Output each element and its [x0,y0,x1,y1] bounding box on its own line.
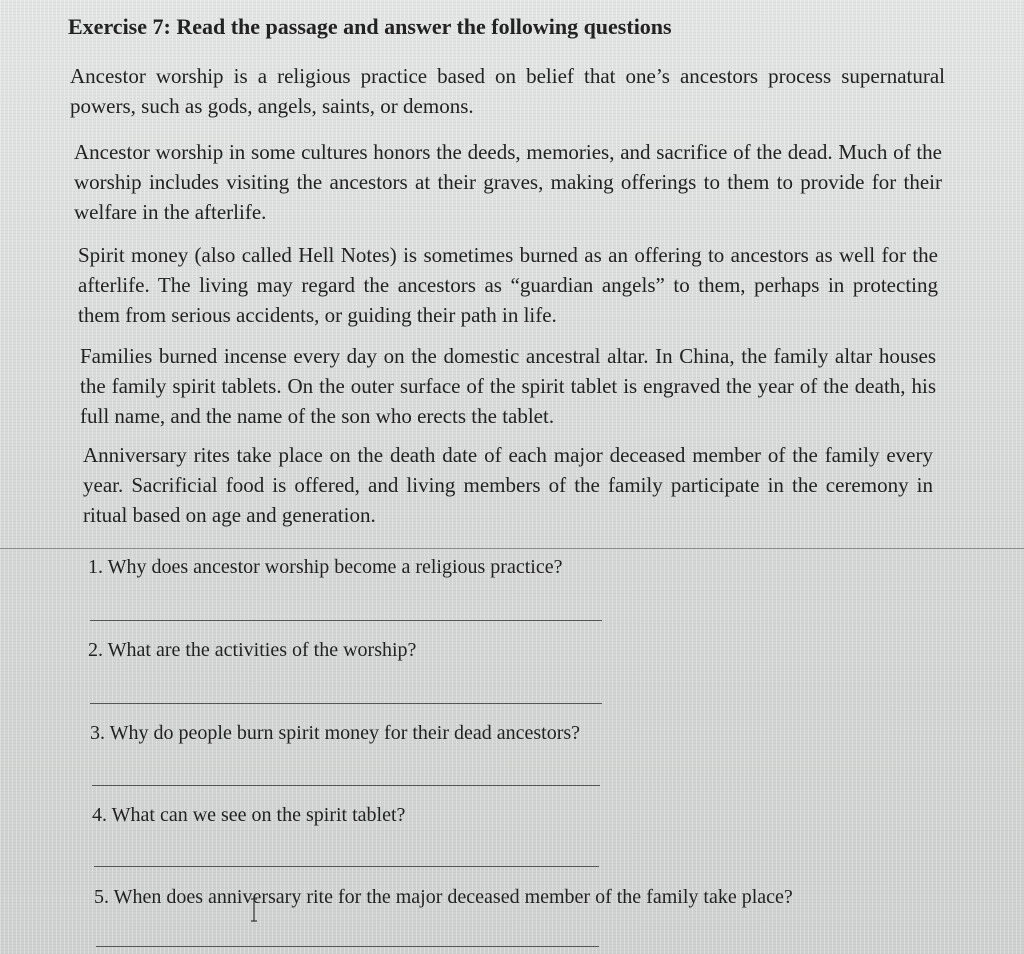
answer-line-1[interactable] [90,620,602,621]
section-divider [0,548,1024,549]
question-5: 5. When does anniversary rite for the major deceased member of the family take place? [94,886,793,908]
passage-paragraph-3: Spirit money (also called Hell Notes) is sometimes burned as an offering to ancestors as well for the afterlife. The living may regard the ancestors as “guardian angels” to them, perhaps in protecting them from serious accidents, or guiding their path in life. [78,243,938,327]
answer-line-4[interactable] [94,866,599,867]
passage-paragraph-1: Ancestor worship is a religious practice based on belief that one’s ancestors process supernatural powers, such as gods, angels, saints, or demons. [70,64,945,118]
answer-line-2[interactable] [90,703,602,704]
passage-paragraph-4: Families burned incense every day on the domestic ancestral altar. In China, the family altar houses the family spirit tablets. On the outer surface of the spirit tablet is engraved the year of the death, his full name, and the name of the son who erects the tablet. [80,344,936,428]
question-4: 4. What can we see on the spirit tablet? [92,804,406,826]
answer-line-3[interactable] [92,785,600,786]
exercise-title: Exercise 7: Read the passage and answer the following questions [68,14,672,39]
text-cursor-icon [250,898,258,922]
question-2: 2. What are the activities of the worship? [88,639,417,661]
passage-paragraph-5: Anniversary rites take place on the death date of each major deceased member of the family every year. Sacrificial food is offered, and living members of the family participate in the ceremony in ritual based on age and generation. [83,443,933,527]
answer-line-5[interactable] [96,946,599,947]
question-3: 3. Why do people burn spirit money for their dead ancestors? [90,722,581,744]
passage-paragraph-2: Ancestor worship in some cultures honors the deeds, memories, and sacrifice of the dead. Much of the worship includes visiting the ancestors at their graves, making offerings to them to provide for their welfare in the afterlife. [74,140,942,224]
question-1: 1. Why does ancestor worship become a religious practice? [88,556,563,578]
